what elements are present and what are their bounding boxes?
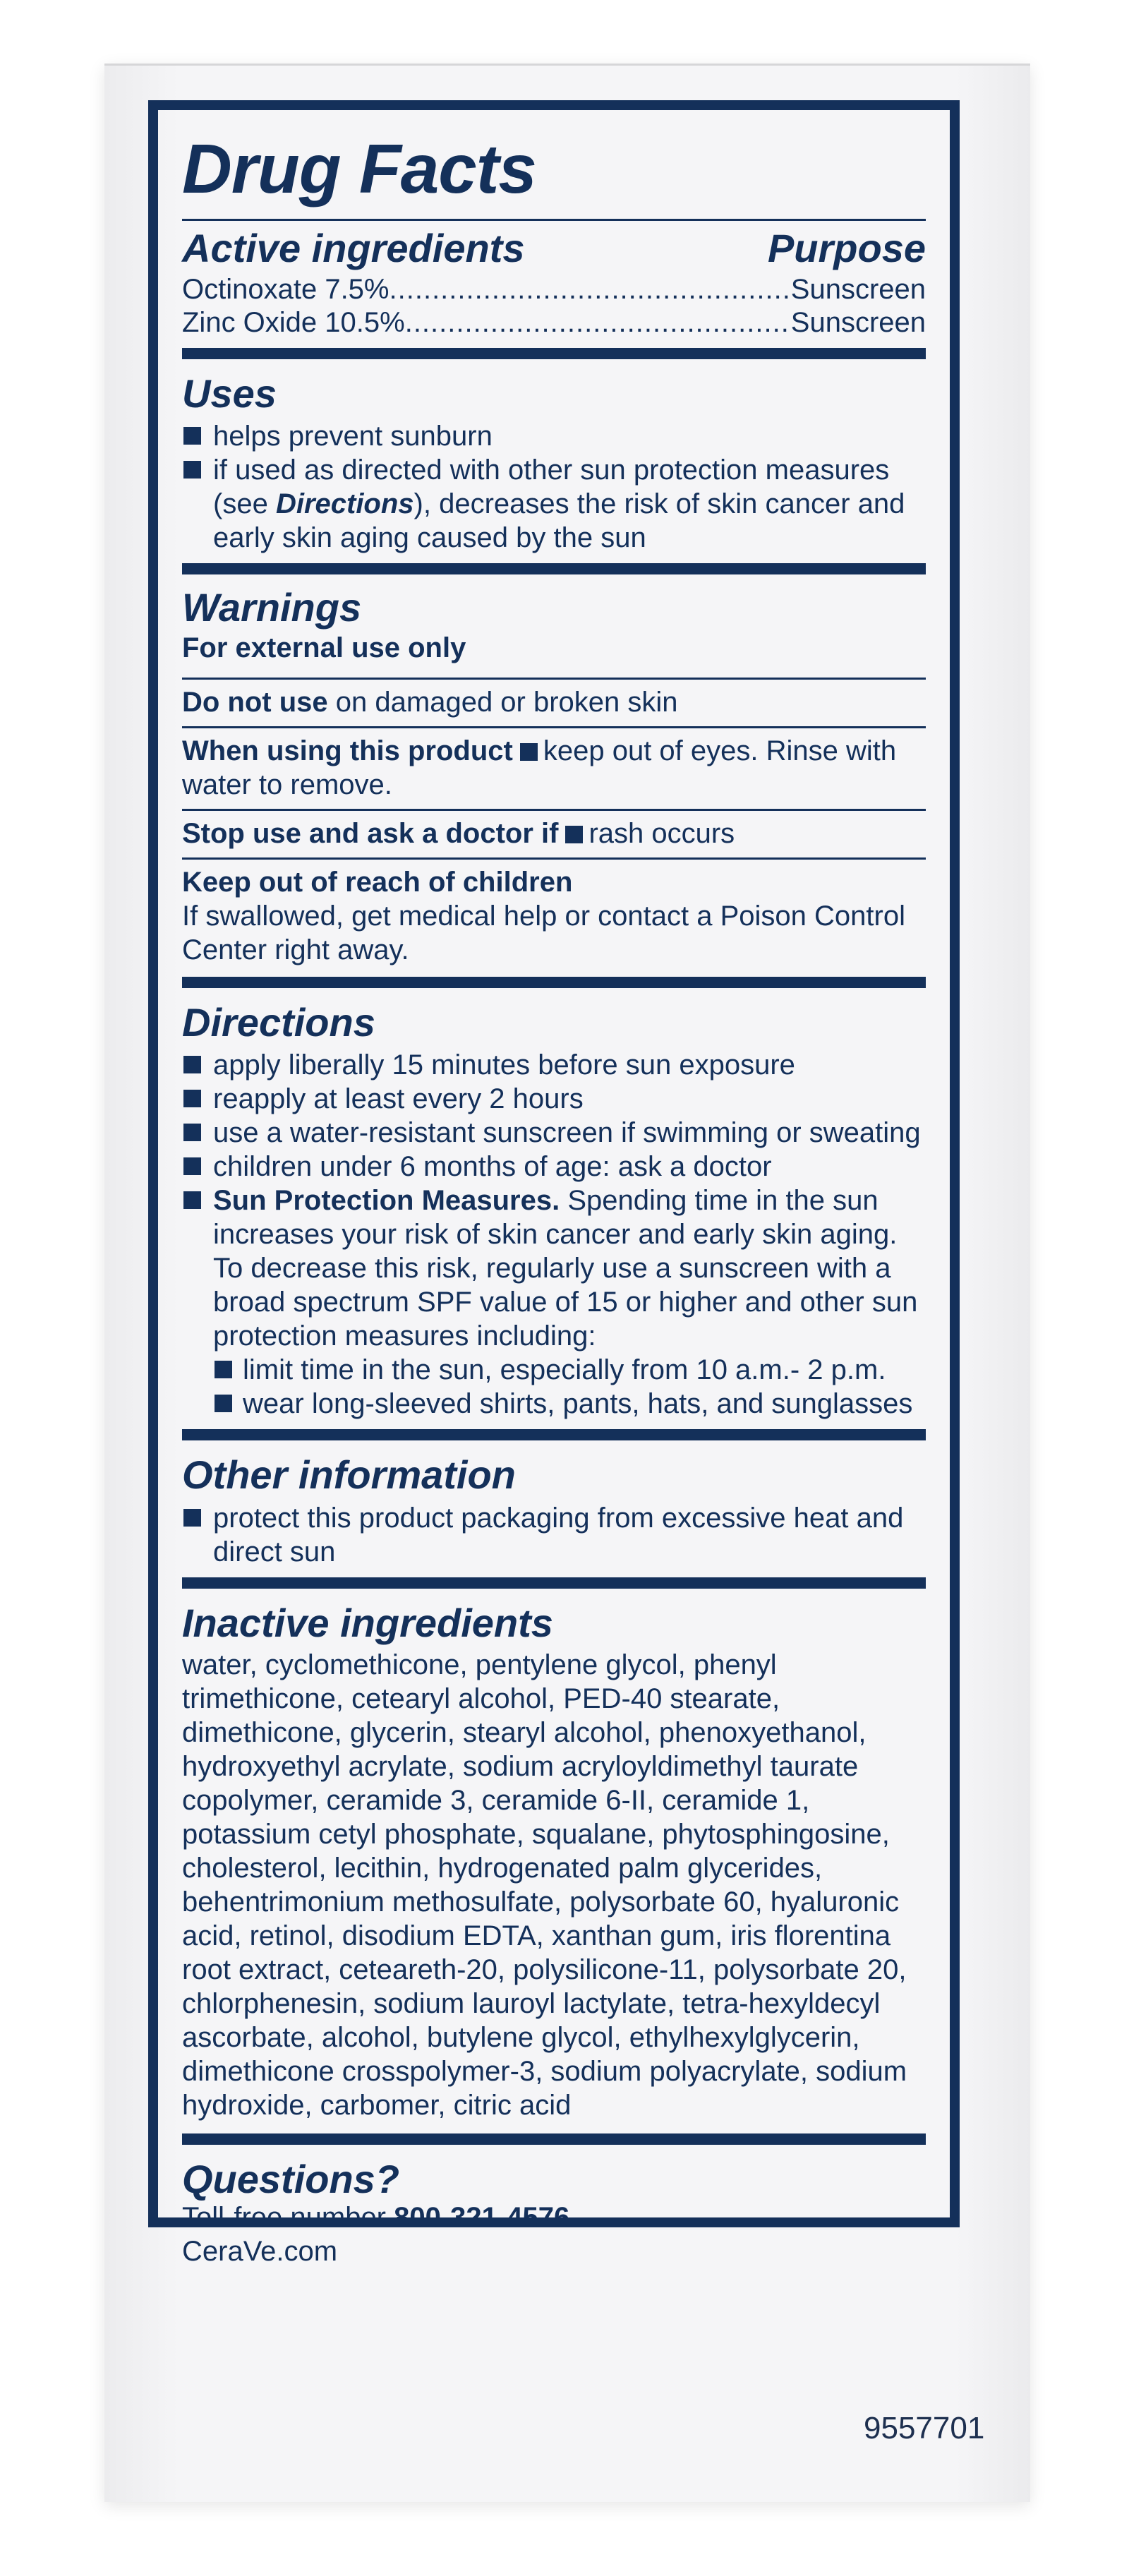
list-item: use a water-resistant sunscreen if swimming or sweating	[182, 1116, 926, 1150]
do-not-use-row	[182, 680, 926, 726]
product-code: 9557701	[864, 2411, 985, 2445]
ingredient-purpose: Sunscreen	[790, 273, 926, 305]
uses-heading: Uses	[182, 371, 277, 416]
inactive-ingredients-heading: Inactive ingredients	[182, 1600, 553, 1645]
stop-use-text: rash occurs	[588, 817, 735, 849]
keep-out-row	[182, 860, 926, 977]
other-information-list	[182, 1501, 926, 1569]
bullet-square-icon	[520, 743, 538, 761]
inactive-ingredients-text: water, cyclomethicone, pentylene glycol, phenyl trimethicone, cetearyl alcohol, PED-40 stearate, dimethicone, glycerin, stearyl alcohol, phenoxyethanol, hydroxyethyl acrylate, sodium acryloyldimethyl taurate copolymer, ceramide 3, ceramide 6-II, ceramide 1, potassium cetyl phosphate, squalane, phytosphingosine, cholesterol, lecithin, hydrogenated palm glycerides, behentrimonium methosulfate, polysorbate 60, hyaluronic acid, retinol, disodium EDTA, xanthan gum, iris florentina root extract, ceteareth-20, polysilicone-11, polysorbate 20, chlorphenesin, sodium lauroyl lactylate, tetra-hexyldecyl ascorbate, alcohol, butylene glycol, ethylhexylglycerin, dimethicone crosspolymer-3, sodium polyacrylate, sodium hydroxide, carbomer, citric acid	[182, 1649, 907, 2121]
stop-use-label: Stop use and ask a doctor if	[182, 817, 559, 849]
list-item: reapply at least every 2 hours	[182, 1082, 926, 1116]
other-information-heading: Other information	[182, 1452, 516, 1498]
list-item: wear long-sleeved shirts, pants, hats, and sunglasses	[213, 1387, 926, 1421]
divider	[182, 563, 926, 574]
warnings-section	[182, 574, 926, 678]
keep-out-label: Keep out of reach of children	[182, 866, 573, 898]
list-item	[182, 453, 926, 555]
phone-label: Toll-free number	[182, 2202, 394, 2234]
use-text: ), decreases the risk of skin cancer and early skin aging caused by the sun	[213, 488, 905, 554]
ingredient-purpose: Sunscreen	[790, 306, 926, 338]
active-ingredients-list	[182, 270, 926, 348]
external-use-label: For external use only	[182, 632, 466, 663]
list-item: children under 6 months of age: ask a doctor	[182, 1150, 926, 1184]
divider	[182, 977, 926, 988]
ingredient-row	[182, 273, 926, 306]
drug-facts-title: Drug Facts	[182, 130, 536, 207]
questions-heading: Questions?	[182, 2156, 400, 2201]
divider	[182, 1429, 926, 1440]
list-item: helps prevent sunburn	[182, 419, 926, 453]
leader-dots	[405, 306, 791, 339]
sun-protection-sublist	[213, 1353, 926, 1421]
do-not-use-text: on damaged or broken skin	[327, 686, 678, 718]
uses-section	[182, 359, 926, 564]
directions-reference: Directions	[275, 488, 414, 520]
when-using-text: keep out of eyes. Rinse with water to remove.	[182, 735, 897, 800]
when-using-label: When using this product	[182, 735, 513, 766]
inactive-ingredients-section	[182, 1589, 926, 2133]
phone-number: 800-321-4576	[394, 2202, 570, 2234]
divider	[182, 1577, 926, 1589]
list-item	[182, 1184, 926, 1421]
drug-facts-panel	[148, 100, 960, 2268]
do-not-use-label: Do not use	[182, 686, 328, 718]
directions-heading: Directions	[182, 999, 375, 1045]
divider	[182, 2133, 926, 2145]
stop-use-row	[182, 811, 926, 857]
bullet-square-icon	[565, 826, 583, 843]
active-ingredients-heading: Active ingredients	[182, 226, 525, 270]
sun-protection-text: Spending time in the sun increases your risk of skin cancer and early skin aging. To decrease this risk, regularly use a sunscreen with a broad spectrum SPF value of 15 or higher and other sun protection measures including:	[213, 1185, 918, 1352]
ingredient-name: Zinc Oxide 10.5%	[182, 306, 405, 338]
sun-protection-label: Sun Protection Measures.	[213, 1185, 560, 1217]
divider	[182, 348, 926, 359]
use-text: if used as directed with other sun protection measures (see	[213, 455, 890, 520]
ingredient-row	[182, 306, 926, 339]
list-item: limit time in the sun, especially from 10 a.m.- 2 p.m.	[213, 1353, 926, 1387]
when-using-row	[182, 728, 926, 809]
list-item: apply liberally 15 minutes before sun exposure	[182, 1048, 926, 1082]
uses-list	[182, 419, 926, 555]
purpose-heading: Purpose	[767, 226, 926, 270]
active-ingredients-header	[182, 221, 926, 270]
other-information-section	[182, 1440, 926, 1577]
directions-section	[182, 988, 926, 1430]
keep-out-text: If swallowed, get medical help or contact a Poison Control Center right away.	[182, 900, 905, 965]
list-item: protect this product packaging from excessive heat and direct sun	[182, 1501, 926, 1569]
ingredient-name: Octinoxate 7.5%	[182, 273, 390, 305]
website: CeraVe.com	[182, 2236, 338, 2268]
leader-dots	[390, 273, 791, 306]
warnings-heading: Warnings	[182, 585, 362, 630]
questions-section	[182, 2145, 926, 2277]
directions-list	[182, 1048, 926, 1421]
phone-line	[182, 2201, 926, 2234]
